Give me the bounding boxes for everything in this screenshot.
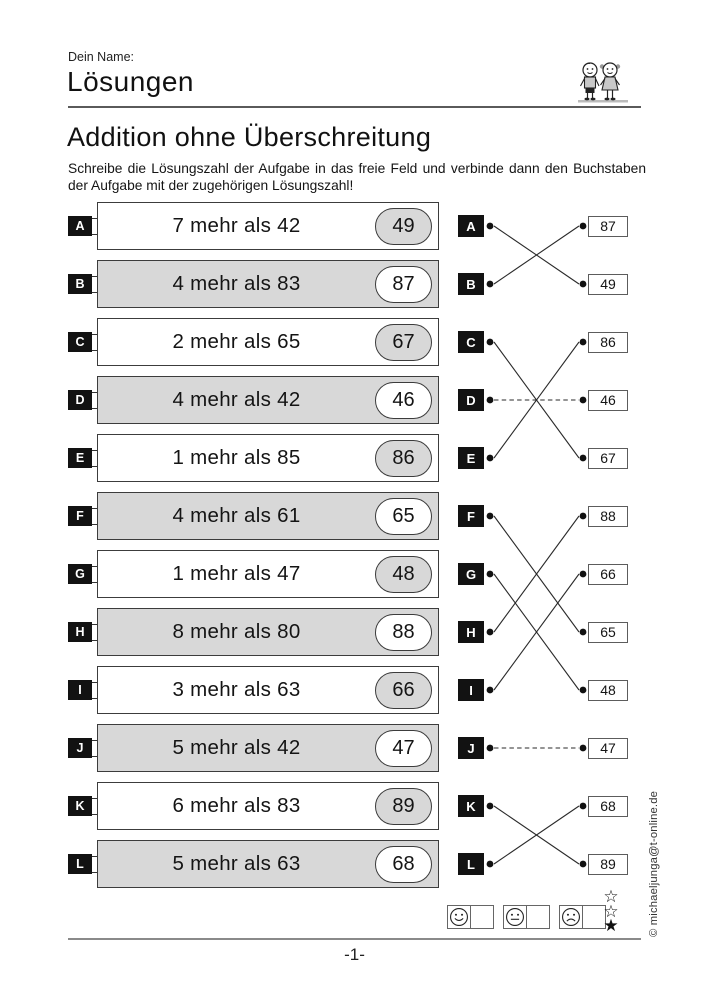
connection-dot	[487, 571, 494, 578]
task-text: 4 mehr als 61	[172, 504, 301, 527]
task-letter-badge: J	[68, 738, 92, 758]
star-rating-icons	[601, 887, 621, 935]
match-answer-box: 67	[588, 448, 628, 469]
task-box	[97, 666, 439, 714]
match-answer-box: 66	[588, 564, 628, 585]
task-box	[97, 840, 439, 888]
task-letter-badge: C	[68, 332, 92, 352]
match-answer-box: 48	[588, 680, 628, 701]
match-letter-L: L	[458, 853, 484, 875]
task-box	[97, 724, 439, 772]
task-row-G	[68, 550, 439, 598]
match-letter-C: C	[458, 331, 484, 353]
match-answer-box: 86	[588, 332, 628, 353]
star-outline-icon: ☆	[603, 887, 619, 906]
task-text: 4 mehr als 83	[172, 272, 301, 295]
match-answer-box: 87	[588, 216, 628, 237]
connection-dot	[487, 513, 494, 520]
answer-oval: 48	[375, 556, 432, 593]
task-letter-badge: E	[68, 448, 92, 468]
match-letter-I: I	[458, 679, 484, 701]
task-text: 6 mehr als 83	[172, 794, 301, 817]
answer-oval: 87	[375, 266, 432, 303]
rating-checkbox-neutral[interactable]	[527, 905, 550, 929]
rating-pair-neutral	[503, 905, 550, 929]
task-text: 1 mehr als 47	[172, 562, 301, 585]
answer-oval: 49	[375, 208, 432, 245]
connection-dot	[580, 513, 587, 520]
connection-dot	[580, 803, 587, 810]
connection-dot	[580, 861, 587, 868]
sad-smiley-icon	[559, 905, 583, 929]
answer-oval: 47	[375, 730, 432, 767]
answer-oval: 68	[375, 846, 432, 883]
connection-dot	[580, 571, 587, 578]
match-letter-G: G	[458, 563, 484, 585]
connection-dot	[580, 687, 587, 694]
task-text: 3 mehr als 63	[172, 678, 301, 701]
star-filled-icon: ★	[603, 916, 619, 935]
task-text: 2 mehr als 65	[172, 330, 301, 353]
task-letter-badge: G	[68, 564, 92, 584]
task-box	[97, 608, 439, 656]
match-letter-D: D	[458, 389, 484, 411]
connection-dot	[487, 861, 494, 868]
task-row-B	[68, 260, 439, 308]
connection-dot	[580, 281, 587, 288]
task-box	[97, 318, 439, 366]
page-title: Lösungen	[67, 66, 195, 97]
match-letter-J: J	[458, 737, 484, 759]
match-answer-box: 46	[588, 390, 628, 411]
match-answer-box: 65	[588, 622, 628, 643]
task-letter-badge: K	[68, 796, 92, 816]
task-row-K	[68, 782, 439, 830]
connection-dot	[580, 629, 587, 636]
children-illustration	[576, 60, 630, 106]
task-letter-badge: L	[68, 854, 92, 874]
task-box	[97, 202, 439, 250]
page-number: -1-	[344, 945, 365, 964]
task-text: 5 mehr als 42	[172, 736, 301, 759]
connection-dot	[487, 281, 494, 288]
task-row-L	[68, 840, 439, 888]
connection-dot	[487, 339, 494, 346]
connection-dot	[580, 339, 587, 346]
task-box	[97, 434, 439, 482]
connection-dot	[487, 803, 494, 810]
answer-oval: 89	[375, 788, 432, 825]
match-answer-box: 47	[588, 738, 628, 759]
task-letter-badge: H	[68, 622, 92, 642]
task-row-C	[68, 318, 439, 366]
answer-oval: 67	[375, 324, 432, 361]
task-row-I	[68, 666, 439, 714]
rating-pair-happy	[447, 905, 494, 929]
task-row-H	[68, 608, 439, 656]
match-letter-H: H	[458, 621, 484, 643]
task-row-E	[68, 434, 439, 482]
task-row-A	[68, 202, 439, 250]
answer-oval: 65	[375, 498, 432, 535]
match-letter-F: F	[458, 505, 484, 527]
happy-smiley-icon	[447, 905, 471, 929]
connection-dot	[580, 455, 587, 462]
task-text: 8 mehr als 80	[172, 620, 301, 643]
task-box	[97, 782, 439, 830]
instructions: Schreibe die Lösungszahl der Aufgabe in das freie Feld und verbinde dann den Buchstaben der Aufgabe mit der zugehörigen Lösungszahl!	[68, 161, 646, 194]
task-text: 4 mehr als 42	[172, 388, 301, 411]
worksheet-title: Addition ohne Überschreitung	[67, 122, 432, 152]
copyright-credit: © michaeljunga@t-online.de	[648, 790, 660, 937]
connection-dot	[580, 745, 587, 752]
task-text: 1 mehr als 85	[172, 446, 301, 469]
neutral-smiley-icon	[503, 905, 527, 929]
task-letter-badge: D	[68, 390, 92, 410]
task-text: 5 mehr als 63	[172, 852, 301, 875]
match-answer-box: 49	[588, 274, 628, 295]
connection-dot	[487, 223, 494, 230]
task-box	[97, 376, 439, 424]
task-row-D	[68, 376, 439, 424]
connection-dot	[487, 745, 494, 752]
task-box	[97, 550, 439, 598]
task-list	[68, 202, 439, 898]
task-letter-badge: F	[68, 506, 92, 526]
match-answer-box: 68	[588, 796, 628, 817]
match-answer-box: 89	[588, 854, 628, 875]
match-letter-A: A	[458, 215, 484, 237]
task-letter-badge: A	[68, 216, 92, 236]
rating-checkbox-happy[interactable]	[471, 905, 494, 929]
connection-dot	[487, 687, 494, 694]
task-letter-badge: I	[68, 680, 92, 700]
match-answer-box: 88	[588, 506, 628, 527]
name-label: Dein Name:	[68, 50, 134, 64]
task-box	[97, 260, 439, 308]
task-row-F	[68, 492, 439, 540]
connection-dot	[487, 397, 494, 404]
rating-pair-sad	[559, 905, 606, 929]
task-row-J	[68, 724, 439, 772]
answer-oval: 88	[375, 614, 432, 651]
task-text: 7 mehr als 42	[172, 214, 301, 237]
answer-oval: 46	[375, 382, 432, 419]
answer-oval: 66	[375, 672, 432, 709]
connection-dot	[487, 455, 494, 462]
match-letter-B: B	[458, 273, 484, 295]
match-letter-K: K	[458, 795, 484, 817]
task-letter-badge: B	[68, 274, 92, 294]
star-outline-icon: ☆	[603, 901, 619, 921]
connection-dot	[580, 397, 587, 404]
connection-dot	[580, 223, 587, 230]
task-box	[97, 492, 439, 540]
match-letter-E: E	[458, 447, 484, 469]
connection-dot	[487, 629, 494, 636]
footer-divider	[68, 938, 641, 940]
answer-oval: 86	[375, 440, 432, 477]
header-divider	[68, 106, 641, 108]
